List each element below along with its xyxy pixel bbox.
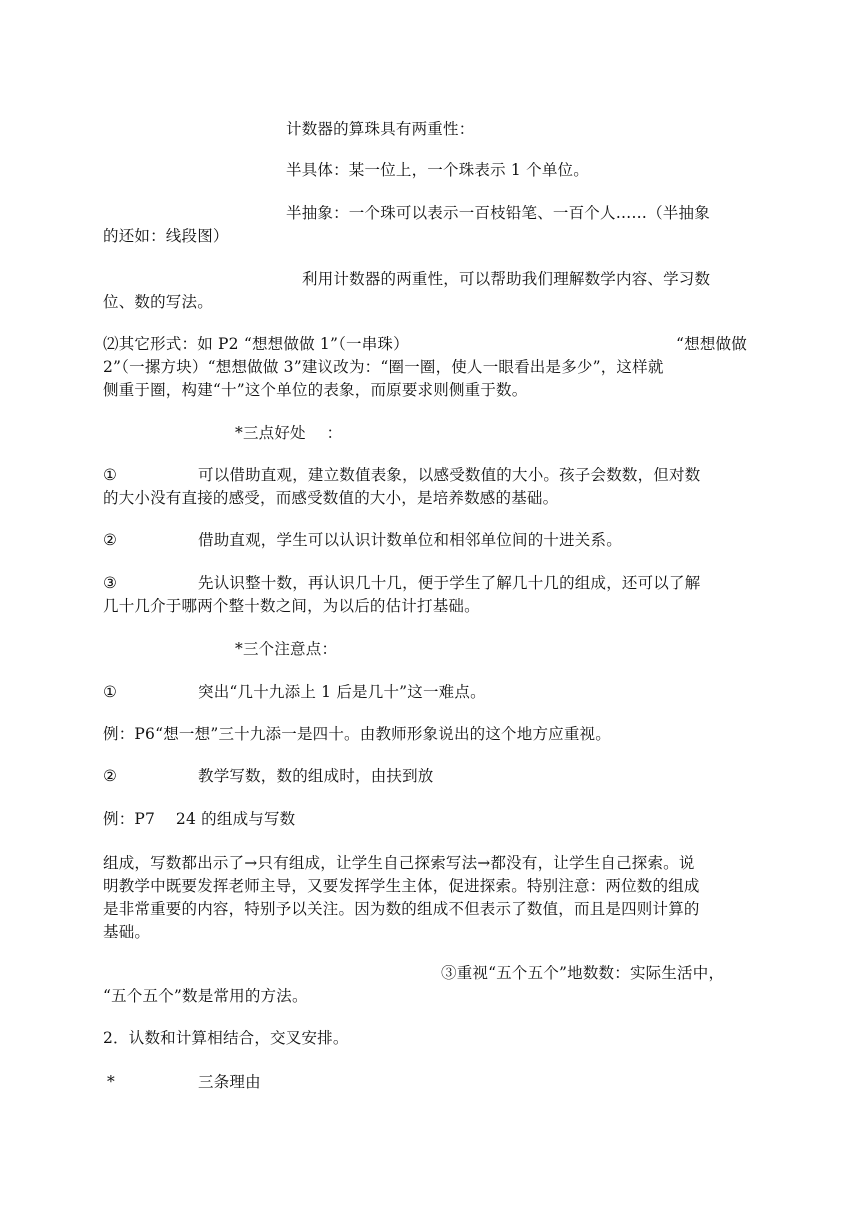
semi-abstract-line-2: 的还如：线段图） bbox=[103, 227, 229, 245]
benefit-1-line-2: 的大小没有直接的感受，而感受数值的大小，是培养数感的基础。 bbox=[103, 489, 559, 507]
dual-use-line-2: 位、数的写法。 bbox=[103, 293, 213, 311]
example-2: 例：P7 24 的组成与写数 bbox=[103, 810, 296, 828]
note-2-marker: ② bbox=[103, 767, 118, 785]
dual-use-line-1: 利用计数器的两重性，可以帮助我们理解数学内容、学习数 bbox=[302, 270, 711, 288]
three-benefits-heading: *三点好处 ： bbox=[235, 424, 343, 442]
reasons-label: 三条理由 bbox=[198, 1073, 261, 1091]
note-3-line-1: ③重视“五个五个”地数数：实际生活中， bbox=[441, 964, 725, 982]
composition-line-2: 明教学中既要发挥老师主导，又要发挥学生主体，促进探索。特别注意：两位数的组成 bbox=[103, 877, 700, 895]
note-1-marker: ① bbox=[103, 683, 118, 701]
other-forms-line-1a: ⑵其它形式：如 P2 “想想做做 1”（一串珠） bbox=[103, 335, 409, 353]
other-forms-line-3: 侧重于圈，构建“十”这个单位的表象，而原要求则侧重于数。 bbox=[103, 381, 528, 399]
benefit-3-line-1: 先认识整十数，再认识几十几，便于学生了解几十几的组成，还可以了解 bbox=[198, 574, 701, 592]
example-1: 例：P6“想一想”三十九添一是四十。由教师形象说出的这个地方应重视。 bbox=[103, 725, 611, 743]
benefit-1-marker: ① bbox=[103, 466, 118, 484]
reasons-marker: * bbox=[107, 1073, 115, 1091]
note-2-line-1: 教学写数，数的组成时，由扶到放 bbox=[198, 767, 434, 785]
semi-concrete-text: 半具体：某一位上，一个珠表示 1 个单位。 bbox=[286, 161, 589, 179]
section-2-heading: 2．认数和计算相结合，交叉安排。 bbox=[103, 1029, 349, 1047]
note-3-line-2: “五个五个”数是常用的方法。 bbox=[103, 987, 308, 1005]
three-notes-heading: *三个注意点： bbox=[235, 640, 338, 658]
composition-line-1: 组成，写数都出示了→只有组成，让学生自己探索写法→都没有，让学生自己探索。说 bbox=[103, 854, 695, 872]
note-1-line-1: 突出“几十九添上 1 后是几十”这一难点。 bbox=[198, 683, 486, 701]
benefit-3-marker: ③ bbox=[103, 574, 118, 592]
benefit-3-line-2: 几十几介于哪两个整十数之间，为以后的估计打基础。 bbox=[103, 597, 480, 615]
benefit-2-line-1: 借助直观，学生可以认识计数单位和相邻单位间的十进关系。 bbox=[198, 531, 622, 549]
composition-line-3: 是非常重要的内容，特别予以关注。因为数的组成不但表示了数值，而且是四则计算的 bbox=[103, 900, 700, 918]
benefit-1-line-1: 可以借助直观，建立数值表象，以感受数值的大小。孩子会数数，但对数 bbox=[198, 466, 701, 484]
abacus-title: 计数器的算珠具有两重性： bbox=[286, 120, 475, 138]
benefit-2-marker: ② bbox=[103, 531, 118, 549]
composition-line-4: 基础。 bbox=[103, 923, 151, 941]
semi-abstract-line-1: 半抽象：一个珠可以表示一百枝铅笔、一百个人……（半抽象 bbox=[286, 204, 710, 222]
other-forms-line-2: 2”（一摞方块）“想想做做 3”建议改为：“圈一圈，使人一眼看出是多少”，这样就 bbox=[103, 358, 664, 376]
other-forms-line-1b: “想想做做 bbox=[676, 335, 747, 353]
